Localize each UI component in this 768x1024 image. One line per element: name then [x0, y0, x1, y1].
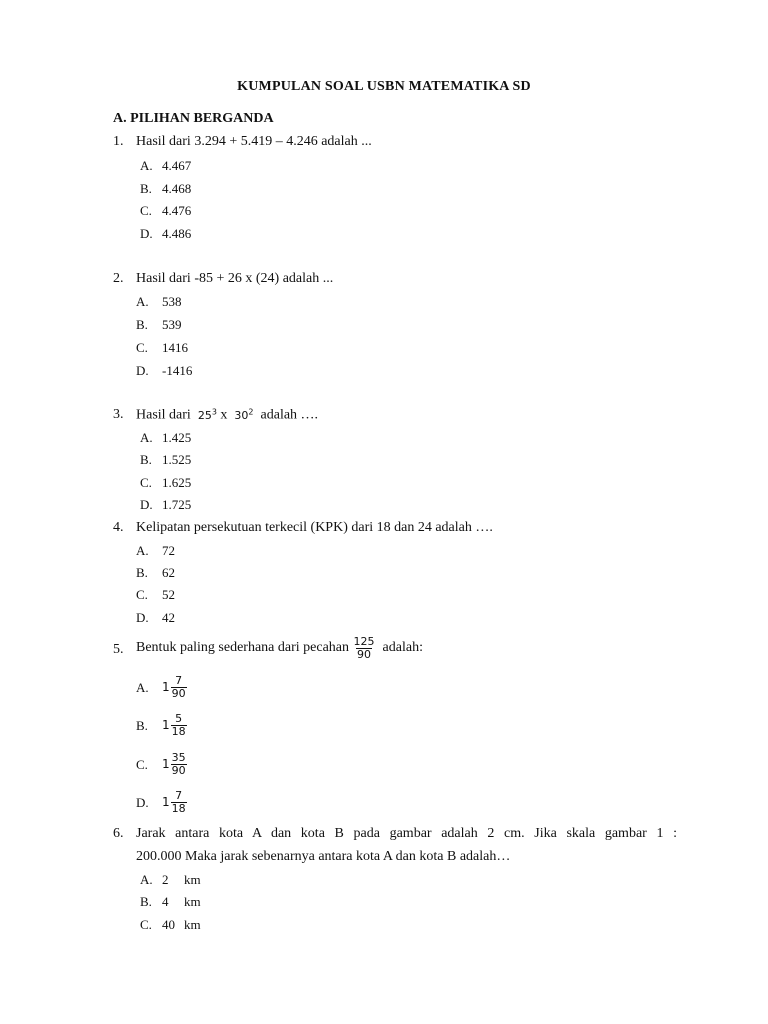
question-5-option-c-letter: C. — [136, 757, 148, 772]
question-1-option-b-value: 4.468 — [162, 181, 192, 196]
question-1-number: 1. — [113, 134, 124, 149]
question-2-option-c-value: 1416 — [162, 340, 188, 355]
question-5-option-b-whole: 1 — [162, 718, 170, 732]
question-5-option-c-fraction — [171, 752, 187, 777]
question-4-option-b-value: 62 — [162, 565, 175, 580]
question-3-option-a-value: 1.425 — [162, 430, 192, 445]
question-1-option-c-letter: C. — [140, 203, 152, 218]
section-heading: A. PILIHAN BERGANDA — [113, 111, 274, 126]
question-3-option-c-value: 1.625 — [162, 475, 192, 490]
question-1-option-a-value: 4.467 — [162, 158, 192, 173]
question-5-number: 5. — [113, 642, 124, 657]
question-1-text: Hasil dari 3.294 + 5.419 – 4.246 adalah ... — [136, 134, 372, 149]
question-3-option-d-letter: D. — [140, 497, 153, 512]
question-6-option-b-value: 4 — [162, 894, 169, 909]
question-5-option-a-letter: A. — [136, 680, 149, 695]
question-5-option-a-whole: 1 — [162, 680, 170, 694]
question-4-text: Kelipatan persekutuan terkecil (KPK) dari 18 dan 24 adalah …. — [136, 520, 493, 535]
question-6-number: 6. — [113, 826, 124, 841]
question-5-option-d-whole: 1 — [162, 795, 170, 809]
question-5-option-a-denominator: 90 — [171, 686, 186, 700]
question-3-text-prefix: Hasil dari — [136, 407, 191, 423]
question-6-option-b-letter: B. — [140, 894, 152, 909]
question-4-option-d-value: 42 — [162, 610, 175, 625]
question-5-option-a-value — [162, 671, 187, 703]
question-3-text — [136, 407, 318, 424]
question-5-option-b-value — [162, 709, 187, 741]
question-5-fraction — [353, 636, 376, 661]
question-1-option-d-value: 4.486 — [162, 226, 192, 241]
question-1-option-c-value: 4.476 — [162, 203, 192, 218]
question-3-option-c-letter: C. — [140, 475, 152, 490]
question-5-option-c-whole: 1 — [162, 757, 170, 771]
question-5-text-prefix: Bentuk paling sederhana dari pecahan — [136, 640, 350, 655]
question-5-option-a-numerator: 7 — [175, 673, 183, 687]
question-2-option-b-value: 539 — [162, 317, 182, 332]
question-3-operator: x — [220, 407, 228, 423]
question-6-option-c-letter: C. — [140, 917, 152, 932]
question-6-option-a-letter: A. — [140, 872, 153, 887]
question-1-option-a-letter: A. — [140, 158, 153, 173]
question-5-fraction-numerator: 125 — [353, 634, 375, 648]
question-4-option-a-letter: A. — [136, 543, 149, 558]
question-5-option-c-denominator: 90 — [171, 763, 186, 777]
question-2-option-b-letter: B. — [136, 317, 148, 332]
question-3-text-suffix: adalah …. — [260, 407, 319, 423]
question-2-option-d-letter: D. — [136, 363, 149, 378]
question-4-option-a-value: 72 — [162, 543, 175, 558]
question-4-option-d-letter: D. — [136, 610, 149, 625]
question-2-option-c-letter: C. — [136, 340, 148, 355]
question-3-option-b-value: 1.525 — [162, 452, 192, 467]
question-6-option-c-unit: km — [184, 917, 201, 932]
question-1-option-b-letter: B. — [140, 181, 152, 196]
document-title: KUMPULAN SOAL USBN MATEMATIKA SD — [237, 79, 531, 94]
question-3-base-2: 30 — [234, 408, 249, 422]
question-5-option-d-letter: D. — [136, 795, 149, 810]
question-5-option-d-numerator: 7 — [175, 788, 183, 802]
question-3-option-b-letter: B. — [140, 452, 152, 467]
question-4-option-b-letter: B. — [136, 565, 148, 580]
question-3-exponent-2: 2 — [248, 407, 254, 416]
question-6-text-line-2: 200.000 Maka jarak sebenarnya antara kota A dan kota B adalah… — [136, 849, 511, 864]
question-6-option-a-unit: km — [184, 872, 201, 887]
question-3-power-2 — [234, 409, 253, 422]
question-5-option-b-denominator: 18 — [171, 724, 186, 738]
question-3-exponent-1: 3 — [211, 407, 217, 416]
question-6-option-b-unit: km — [184, 894, 201, 909]
question-5-fraction-denominator: 90 — [357, 647, 372, 661]
question-6-option-c-value: 40 — [162, 917, 175, 932]
question-5-option-d-denominator: 18 — [171, 801, 186, 815]
question-2-option-d-value: -1416 — [162, 363, 193, 378]
question-3-number: 3. — [113, 407, 124, 422]
question-2-number: 2. — [113, 271, 124, 286]
question-5-option-b-letter: B. — [136, 718, 148, 733]
question-6-text-line-1: Jarak antara kota A dan kota B pada gambar adalah 2 cm. Jika skala gambar 1 : — [136, 826, 677, 841]
question-5-option-b-numerator: 5 — [175, 711, 183, 725]
question-5-option-d-value — [162, 786, 187, 818]
question-3-option-a-letter: A. — [140, 430, 153, 445]
question-3-power-1 — [198, 409, 217, 422]
question-2-option-a-value: 538 — [162, 294, 182, 309]
question-6-option-a-value: 2 — [162, 872, 169, 887]
question-5-option-d-fraction — [171, 790, 187, 815]
question-5-option-c-value — [162, 748, 187, 780]
question-3-option-d-value: 1.725 — [162, 497, 192, 512]
question-5-text-suffix: adalah: — [382, 640, 423, 655]
question-5-option-a-fraction — [171, 675, 187, 700]
question-2-text: Hasil dari -85 + 26 x (24) adalah ... — [136, 271, 334, 286]
question-3-base-1: 25 — [197, 408, 212, 422]
question-1-option-d-letter: D. — [140, 226, 153, 241]
question-5-option-b-fraction — [171, 713, 187, 738]
question-4-option-c-value: 52 — [162, 587, 175, 602]
question-4-option-c-letter: C. — [136, 587, 148, 602]
question-5-text — [136, 632, 423, 664]
question-2-option-a-letter: A. — [136, 294, 149, 309]
question-5-option-c-numerator: 35 — [171, 750, 186, 764]
question-4-number: 4. — [113, 520, 124, 535]
